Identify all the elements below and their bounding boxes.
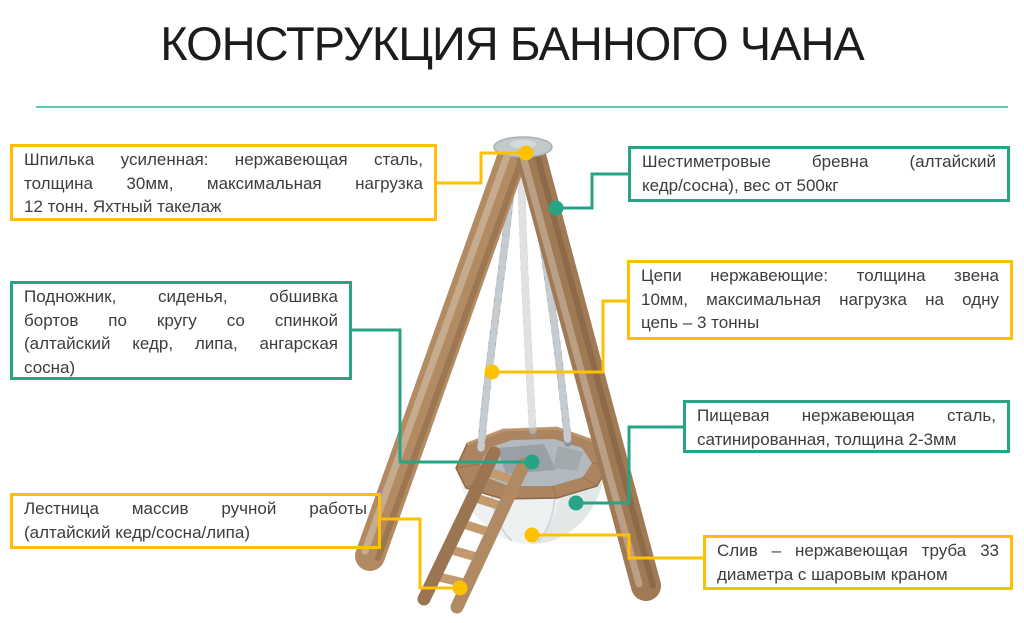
callout-text-line: Шестиметровые бревна (алтайский [642, 152, 996, 171]
callout-text-line: бортов по кругу со спинкой [24, 310, 338, 330]
connector-dot-stud [519, 146, 534, 161]
callout-chains [627, 260, 1013, 340]
callout-drain [703, 535, 1013, 590]
callout-steel [683, 400, 1010, 453]
callout-text-line: сосна) [24, 357, 76, 377]
callout-text-line: Пищевая нержавеющая сталь, [697, 406, 996, 425]
callout-text-line: 12 тонн. Яхтный такелаж [24, 197, 222, 216]
callout-ladder [10, 493, 381, 549]
callout-text-line: цепь – 3 тонны [641, 313, 760, 332]
callout-text-line: Шпилька усиленная: нержавеющая сталь, [24, 150, 423, 169]
callout-text-line: сатинированная, толщина 2-3мм [697, 429, 957, 449]
callout-text-line: Слив – нержавеющая труба 33 [717, 541, 999, 560]
callout-text-line: Подножник, сиденья, обшивка [24, 287, 338, 306]
callout-stud [10, 144, 437, 221]
connector-dot-chains [485, 365, 500, 380]
connector-dot-drain [525, 528, 540, 543]
connector-dot-ladder [453, 581, 468, 596]
callout-text-line: кедр/сосна), вес от 500кг [642, 175, 839, 195]
connector-dot-seats [525, 455, 540, 470]
connector-logs [556, 174, 628, 208]
callout-logs [628, 146, 1010, 202]
connector-dot-steel [569, 496, 584, 511]
callout-text-line: (алтайский кедр, липа, ангарская [24, 334, 338, 353]
callout-text-line: толщина 30мм, максимальная нагрузка [24, 173, 423, 193]
callout-text-line: 10мм, максимальная нагрузка на одну [641, 289, 999, 309]
callout-text-line: (алтайский кедр/сосна/липа) [24, 522, 250, 542]
callout-text-line: Лестница массив ручной работы [24, 499, 367, 518]
callout-text-line: Цепи нержавеющие: толщина звена [641, 266, 999, 285]
callout-text-line: диаметра с шаровым краном [717, 564, 948, 584]
connector-dot-logs [549, 201, 564, 216]
page-title: КОНСТРУКЦИЯ БАННОГО ЧАНА [160, 17, 864, 70]
callout-seats [10, 281, 352, 380]
